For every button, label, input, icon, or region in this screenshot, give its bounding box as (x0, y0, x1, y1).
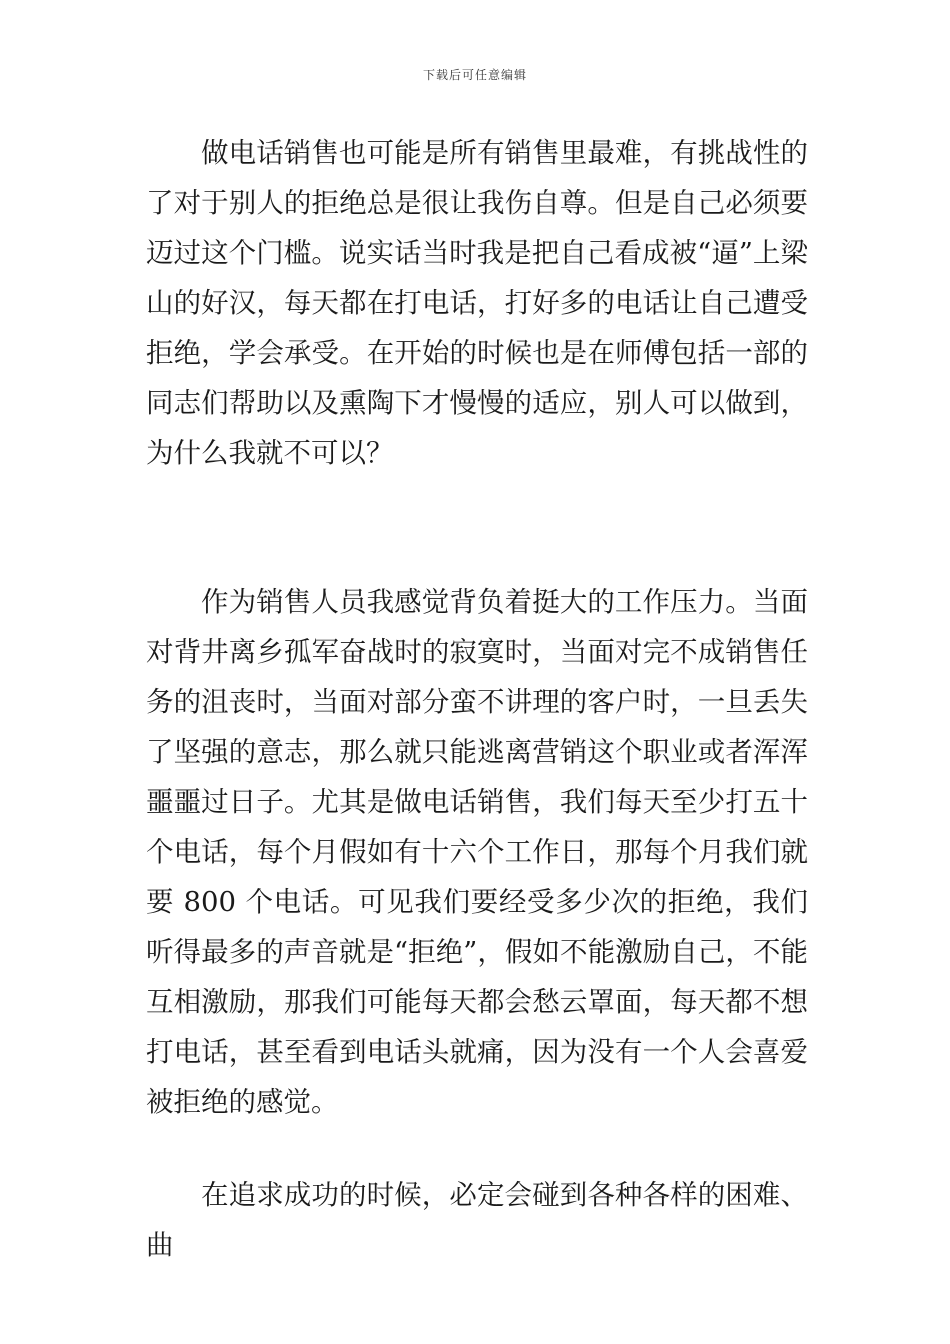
paragraph-3 (146, 1170, 808, 1270)
paragraph-text: 做电话销售也可能是所有销售里最难，有挑战性的了对于别人的拒绝总是很让我伤自尊。但是自己必须要迈过这个门槛。说实话当时我是把自己看成被“逼”上梁山的好汉，每天都在打电话，打好多的电话让自己遭受拒绝，学会承受。在开始的时候也是在师傅包括一部的同志们帮助以及熏陶下才慢慢的适应，别人可以做到，为什么我就不可以？ (146, 137, 808, 469)
paragraph-1 (146, 128, 808, 478)
paragraph-text: 作为销售人员我感觉背负着挺大的工作压力。当面对背井离乡孤军奋战时的寂寞时，当面对完不成销售任务的沮丧时，当面对部分蛮不讲理的客户时，一旦丢失了坚强的意志，那么就只能逃离营销这个职业或者浑浑噩噩过日子。尤其是做电话销售，我们每天至少打五十个电话，每个月假如有十六个工作日，那每个月我们就要 800 个电话。可见我们要经受多少次的拒绝，我们听得最多的声音就是“拒绝”，假如不能激励自己，不能互相激励，那我们可能每天都会愁云罩面，每天都不想打电话，甚至看到电话头就痛，因为没有一个人会喜爱被拒绝的感觉。 (146, 586, 808, 1118)
paragraph-text: 在追求成功的时候，必定会碰到各种各样的困难、曲 (146, 1179, 808, 1261)
paragraph-2 (146, 577, 808, 1127)
header-note: 下载后可任意编辑 (422, 68, 527, 82)
